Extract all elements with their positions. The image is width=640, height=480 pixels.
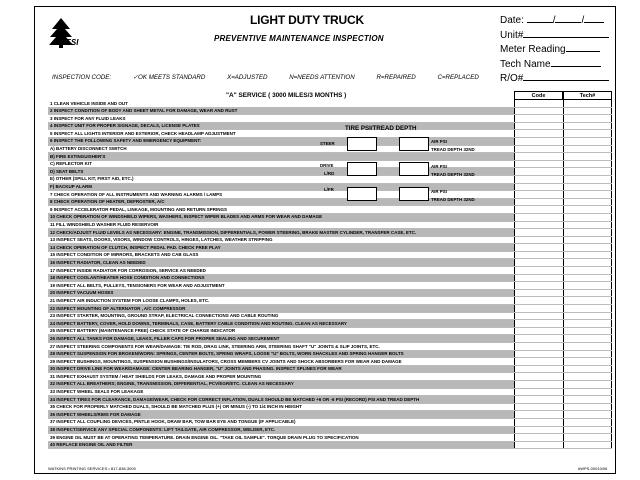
tech-cell[interactable] [563, 328, 612, 336]
tech-cell[interactable] [563, 214, 612, 222]
checklist-row [48, 366, 612, 374]
footer-printer: WATKINS PRINTING SERVICES • 817-838-3000 [48, 466, 136, 471]
code-cell[interactable] [514, 206, 563, 214]
checklist-row [48, 123, 612, 131]
tech-cell[interactable] [563, 252, 612, 260]
checklist-item-text: 17 INSPECT INSIDE RADIATOR FOR CORROSION, SERVICE AS NEEDED [50, 267, 206, 273]
checklist-row [48, 229, 612, 237]
checklist-item-text: 7 CHECK OPERATION OF ALL INSTRUMENTS AND WARNING ALARMS / LAMPS [50, 191, 223, 197]
checklist-item-text: C) REFLECTOR KIT [50, 161, 92, 167]
code-cell[interactable] [514, 199, 563, 207]
code-cell[interactable] [514, 335, 563, 343]
code-cell[interactable] [514, 305, 563, 313]
code-cell[interactable] [514, 275, 563, 283]
tech-cell[interactable] [563, 191, 612, 199]
checklist-item-text: 21 INSPECT AIR INDUCTION SYSTEM FOR LOOSE CLAMPS, HOLES, ETC. [50, 297, 210, 303]
checklist-row [48, 222, 612, 230]
tech-cell[interactable] [563, 320, 612, 328]
code-cell[interactable] [514, 366, 563, 374]
code-cell[interactable] [514, 396, 563, 404]
checklist-item-text: 27 INSPECT STEERING COMPONENTS FOR WEAR/DAMAGE: TIE ROD, DRAG LINK, STEERING ARM, STEERING SHAFT "U" JOINTS & SLIP JOINTS, ETC. [50, 343, 380, 349]
tech-cell[interactable] [563, 267, 612, 275]
tech-cell[interactable] [563, 343, 612, 351]
steer-air-psi-label: AIR PSI [431, 139, 447, 144]
checklist-row [48, 100, 612, 108]
checklist-row [48, 199, 612, 207]
tech-cell[interactable] [563, 275, 612, 283]
tech-cell[interactable] [563, 305, 612, 313]
checklist-row [48, 389, 612, 397]
checklist-row [48, 343, 612, 351]
checklist-item-text: 26 INSPECT ALL TANKS FOR DAMAGE, LEAKS, FILLER CAPS FOR PROPER SEALING AND SECUREMENT [50, 335, 280, 341]
tech-cell[interactable] [563, 434, 612, 442]
code-cell[interactable] [514, 373, 563, 381]
code-cell[interactable] [514, 328, 563, 336]
inspection-codes [52, 74, 499, 81]
tech-cell[interactable] [563, 138, 612, 146]
tire-section-header: TIRE PSI/TREAD DEPTH [345, 125, 417, 132]
checklist-item-text: 5 INSPECT ALL LIGHTS INTERIOR AND EXTERIOR, CHECK HEADLAMP ADJUSTMENT [50, 130, 236, 136]
checklist-row [48, 434, 612, 442]
checklist-row [48, 313, 612, 321]
code-cell[interactable] [514, 184, 563, 192]
checklist-item-text: 6 INSPECT THE FOLLOWING SAFETY AND EMERGENCY EQUIPMENT: [50, 138, 202, 144]
checklist-row [48, 305, 612, 313]
code-cell[interactable] [514, 427, 563, 435]
form-title: LIGHT DUTY TRUCK [250, 13, 364, 27]
code-cell[interactable] [514, 153, 563, 161]
tech-cell[interactable] [563, 381, 612, 389]
checklist-row [48, 146, 612, 154]
tech-cell[interactable] [563, 290, 612, 298]
code-cell[interactable] [514, 237, 563, 245]
checklist-item-text: 22 INSPECT MOUNTING OF ALTERNATOR , A/C COMPRESSOR [50, 305, 186, 311]
code-cell[interactable] [514, 100, 563, 108]
checklist-row [48, 244, 612, 252]
checklist-row [48, 419, 612, 427]
code-cell[interactable] [514, 290, 563, 298]
checklist-item-text: 12 CHECK/ADJUST FLUID LEVELS AS NECESSARY: ENGINE, TRANSMISSION, DIFFERENTIALS, POWER STEERING, BRAKE MASTER CYLINDER, TRANSFER CASE, ETC. [50, 229, 417, 235]
checklist-item-text: 33 INSPECT WHEEL SEALS FOR LEAKAGE [50, 389, 144, 395]
tech-cell[interactable] [563, 168, 612, 176]
checklist-item-text: 25 INSPECT BATTERY (MAINTENANCE FREE) CHECK STATE OF CHARGE INDICATOR [50, 328, 236, 334]
drive-air-psi-label: AIR PSI [431, 164, 447, 169]
checklist-row [48, 130, 612, 138]
checklist-item-text: 10 CHECK OPERATION OF WINDSHIELD WIPERS, WASHERS, INSPECT WIPER BLADES AND ARMS FOR WEAR AND DAMAGE [50, 214, 323, 220]
checklist-item-text: 3 INSPECT FOR ANY FLUID LEAKS [50, 115, 126, 121]
header-fields [500, 13, 609, 86]
drive-label: DRIVE [320, 163, 334, 168]
code-ok: ✓OK MEETS STANDARD [132, 74, 206, 81]
checklist-item-text: D) SEAT BELTS [50, 168, 84, 174]
checklist-row [48, 297, 612, 305]
code-cell[interactable] [514, 419, 563, 427]
code-cell[interactable] [514, 404, 563, 412]
code-attention: N=NEEDS ATTENTION [289, 74, 355, 81]
drive-psi-box[interactable] [347, 162, 377, 176]
steer-tread-label: TREAD DEPTH 32ND [431, 147, 475, 152]
code-cell[interactable] [514, 146, 563, 154]
steer-psi-box[interactable] [347, 137, 377, 151]
checklist-item-text: 9 INSPECT ACCELERATOR PEDAL, LINKAGE, MOUNTING AND RETURN SPRINGS [50, 206, 228, 212]
checklist-item-text: 13 INSPECT SEATS, DOORS, VISORS, WINDOW CONTROLS, HINGES, LATCHES, WEATHER STRIPPING [50, 237, 273, 243]
code-cell[interactable] [514, 358, 563, 366]
tech-cell[interactable] [563, 389, 612, 397]
drive-tread-label: TREAD DEPTH 32ND [431, 172, 475, 177]
checklist-item-text: F) BACKUP ALARM [50, 184, 92, 190]
date-field[interactable]: Date: / / [500, 13, 609, 28]
checklist-item-text: 4 INSPECT UNIT FOR PROPER SIGNAGE, DECALS, LICENSE PLATES [50, 123, 200, 129]
code-cell[interactable] [514, 282, 563, 290]
code-cell[interactable] [514, 434, 563, 442]
checklist-item-text: 38 INSPECT/SERVICE ANY SPECIAL COMPONENTS: LIFT TAILGATE, AIR COMPRESSOR, WELDER, ETC. [50, 427, 276, 433]
code-cell[interactable] [514, 442, 563, 450]
checklist-row [48, 275, 612, 283]
checklist-row [48, 206, 612, 214]
code-cell[interactable] [514, 115, 563, 123]
tech-cell[interactable] [563, 411, 612, 419]
code-cell[interactable] [514, 176, 563, 184]
tech-cell[interactable] [563, 184, 612, 192]
checklist-row [48, 320, 612, 328]
checklist-item-text: 39 ENGINE OIL MUST BE AT OPERATING TEMPERATURE. DRAIN ENGINE OIL. "TAKE OIL SAMPLE". TORQUE DRAIN PLUG TO SPECIFICATION [50, 434, 359, 440]
checklist-item-text: 14 CHECK OPERATION OF CLUTCH, INSPECT PEDAL PAD. CHECK FREE PLAY [50, 244, 221, 250]
code-cell[interactable] [514, 320, 563, 328]
tech-column-header: Tech# [563, 91, 612, 100]
checklist-item-text: 28 INSPECT SUSPENSION FOR BROKEN/WORN: SPRINGS, CENTER BOLTS, SPRING WRAPS, LOOSE "U" BOLTS, WORN SHACKLES AND SPRING HANGER BOLTS [50, 351, 404, 357]
tech-cell[interactable] [563, 115, 612, 123]
code-repaired: R=REPAIRED [376, 74, 416, 81]
code-cell[interactable] [514, 161, 563, 169]
code-cell[interactable] [514, 411, 563, 419]
checklist-row [48, 252, 612, 260]
checklist-item-text: 23 INSPECT STARTER, MOUNTING, GROUND STRAP, ELECTRICAL CONNECTIONS AND CABLE ROUTING [50, 313, 279, 319]
lfr-tread-label: TREAD DEPTH 32ND [431, 197, 475, 202]
checklist-row [48, 396, 612, 404]
checklist-item-text: 15 INSPECT CONDITION OF MIRRORS, BRACKETS AND CAB GLASS [50, 252, 199, 258]
tech-cell[interactable] [563, 244, 612, 252]
checklist-item-text: 11 FILL WINDSHIELD WASHER FLUID RESERVOIR [50, 222, 159, 227]
checklist-row [48, 373, 612, 381]
tech-cell[interactable] [563, 335, 612, 343]
code-cell[interactable] [514, 381, 563, 389]
checklist-item-text: 29 INSPECT BUSHINGS, MOUNTINGS, SUSPENSION BUSHINGS/INSULATORS, CROSS MEMBERS CV JOINTS AND SHOCK ABSORBERS FOR WEAR AND DAMAGE [50, 358, 402, 364]
checklist-row [48, 290, 612, 298]
code-column-header: Code [514, 91, 563, 100]
checklist-item-text: 36 INSPECT WHEELS/RIMS FOR DAMAGE [50, 411, 141, 417]
checklist-row [48, 153, 612, 161]
code-cell[interactable] [514, 351, 563, 359]
checklist-item-text: A) BATTERY DISCONNECT SWITCH [50, 146, 127, 152]
logo-text: FSI [66, 38, 79, 47]
code-adjusted: X=ADJUSTED [227, 74, 268, 81]
checklist-item-text: 1 CLEAN VEHICLE INSIDE AND OUT [50, 100, 128, 106]
lfr-psi-box[interactable] [347, 187, 377, 201]
checklist-row [48, 427, 612, 435]
tech-cell[interactable] [563, 419, 612, 427]
lfr-label: L/FR [324, 187, 334, 192]
tech-cell[interactable] [563, 282, 612, 290]
drive-tread-box[interactable] [399, 162, 429, 176]
tech-cell[interactable] [563, 161, 612, 169]
checklist-item-text: 35 CHECK FOR PROPERLY MATCHED DUALS, SHOULD BE MATCHED PLUS (+) OR MINUS (-) TO 1/4 INCH IN HEIGHT [50, 404, 302, 410]
service-title: "A" SERVICE ( 3000 MILES/3 MONTHS ) [226, 92, 347, 99]
code-cell[interactable] [514, 191, 563, 199]
checklist-row [48, 282, 612, 290]
tech-cell[interactable] [563, 358, 612, 366]
codes-label: INSPECTION CODE: [52, 74, 112, 81]
tech-cell[interactable] [563, 229, 612, 237]
unit-field[interactable]: Unit# [500, 28, 609, 43]
checklist-item-text: 37 INSPECT ALL COUPLING DEVICES, PINTLE HOOK, DRAW BAR, TOW BAR EYE AND TONGUE (IF APPLICABLE) [50, 419, 296, 425]
tech-cell[interactable] [563, 442, 612, 450]
checklist-item-text: 34 INSPECT TIRES FOR CLEARANCE, DAMAGE/WEAR, CHECK FOR CORRECT INFLATION, DUALS SHOULD BE MATCHED +6 OR -6 PSI (RECORD) PSI AND TREAD DEPTH [50, 396, 420, 402]
checklist-row [48, 191, 612, 199]
tech-cell[interactable] [563, 396, 612, 404]
tech-cell[interactable] [563, 427, 612, 435]
checklist-row [48, 328, 612, 336]
checklist-item-text: 19 INSPECT ALL BELTS, PULLEYS, TENSIONERS FOR WEAR AND ADJUSTMENT [50, 282, 225, 288]
code-replaced: C=REPLACED [437, 74, 479, 81]
code-cell[interactable] [514, 297, 563, 305]
checklist-row [48, 404, 612, 412]
steer-tread-box[interactable] [399, 137, 429, 151]
checklist-item-text: 30 INSPECT DRIVE LINE FOR WEAR/DAMAGE: CENTER BEARING HANGER, "U" JOINTS AND PHASING. INSPECT SPLINES FOR WEAR [50, 366, 342, 372]
tech-cell[interactable] [563, 153, 612, 161]
tech-cell[interactable] [563, 222, 612, 230]
checklist-row [48, 335, 612, 343]
tech-cell[interactable] [563, 108, 612, 116]
tech-cell[interactable] [563, 176, 612, 184]
tech-cell[interactable] [563, 351, 612, 359]
checklist-row [48, 442, 612, 450]
code-cell[interactable] [514, 389, 563, 397]
code-cell[interactable] [514, 244, 563, 252]
checklist-item-text: 8 CHECK OPERATION OF HEATER, DEFROSTER, A/C [50, 199, 165, 205]
tech-cell[interactable] [563, 373, 612, 381]
checklist-table [48, 100, 612, 449]
lrd-label: L/RD [324, 171, 335, 176]
tech-cell[interactable] [563, 297, 612, 305]
footer-form-number: #WPS-00010/06 [578, 466, 608, 471]
code-cell[interactable] [514, 168, 563, 176]
code-cell[interactable] [514, 252, 563, 260]
checklist-item-text: 20 INSPECT VACUUM HOSES [50, 290, 114, 296]
checklist-row [48, 214, 612, 222]
code-cell[interactable] [514, 267, 563, 275]
code-cell[interactable] [514, 108, 563, 116]
checklist-row [48, 176, 612, 184]
checklist-item-text: 18 INSPECT COOLANT/HEATER HOSE CONDITION AND CONNECTIONS [50, 275, 205, 281]
steer-label: STEER [320, 141, 335, 146]
checklist-item-text: E) OTHER (SPILL KIT, FIRST AID, ETC.) [50, 176, 134, 182]
code-cell[interactable] [514, 259, 563, 267]
code-cell[interactable] [514, 123, 563, 131]
checklist-row [48, 358, 612, 366]
checklist-item-text: 32 INSPECT ALL BREATHERS; ENGINE, TRANSMISSION, DIFFERENTIAL, PCV/EGR/ETC. CLEAN AS NECESSARY [50, 381, 294, 387]
form-subtitle: PREVENTIVE MAINTENANCE INSPECTION [214, 34, 384, 43]
tech-cell[interactable] [563, 404, 612, 412]
checklist-row [48, 115, 612, 123]
checklist-row [48, 259, 612, 267]
checklist-item-text: 31 INSPECT EXHAUST SYSTEM / HEAT SHIELDS FOR LEAKS, DAMAGE AND PROPER MOUNTING [50, 373, 262, 379]
lfr-tread-box[interactable] [399, 187, 429, 201]
code-cell[interactable] [514, 313, 563, 321]
checklist-item-text: 16 INSPECT RADIATOR, CLEAN AS NEEDED [50, 259, 146, 265]
code-cell[interactable] [514, 229, 563, 237]
checklist-row [48, 351, 612, 359]
code-cell[interactable] [514, 222, 563, 230]
checklist-row [48, 267, 612, 275]
code-cell[interactable] [514, 138, 563, 146]
checklist-item-text: 2 INSPECT CONDITION OF BODY AND SHEET METAL FOR DAMAGE, WEAR AND RUST [50, 108, 238, 114]
checklist-row [48, 108, 612, 116]
tech-cell[interactable] [563, 366, 612, 374]
checklist-row [48, 237, 612, 245]
checklist-row [48, 411, 612, 419]
tech-cell[interactable] [563, 259, 612, 267]
tech-cell[interactable] [563, 199, 612, 207]
tech-cell[interactable] [563, 130, 612, 138]
ro-field[interactable]: R/O# [500, 71, 609, 86]
code-cell[interactable] [514, 214, 563, 222]
tech-name-field[interactable]: Tech Name [500, 57, 609, 72]
tech-cell[interactable] [563, 313, 612, 321]
tech-cell[interactable] [563, 146, 612, 154]
tech-cell[interactable] [563, 123, 612, 131]
tech-cell[interactable] [563, 100, 612, 108]
checklist-item-text: B) FIRE EXTINGUISHER'S [50, 153, 106, 159]
meter-reading-field[interactable]: Meter Reading [500, 42, 609, 57]
code-cell[interactable] [514, 130, 563, 138]
checklist-item-text: 24 INSPECT BATTERY, COVER, HOLD DOWNS, TERMINALS, CASE, BATTERY CABLE CONDITION AND ROUTING. CLEAN AS NECESSARY [50, 320, 347, 326]
checklist-item-text: 40 REPLACE ENGINE OIL AND FILTER [50, 442, 133, 448]
checklist-row [48, 381, 612, 389]
tech-cell[interactable] [563, 206, 612, 214]
tech-cell[interactable] [563, 237, 612, 245]
code-cell[interactable] [514, 343, 563, 351]
lfr-air-psi-label: AIR PSI [431, 189, 447, 194]
